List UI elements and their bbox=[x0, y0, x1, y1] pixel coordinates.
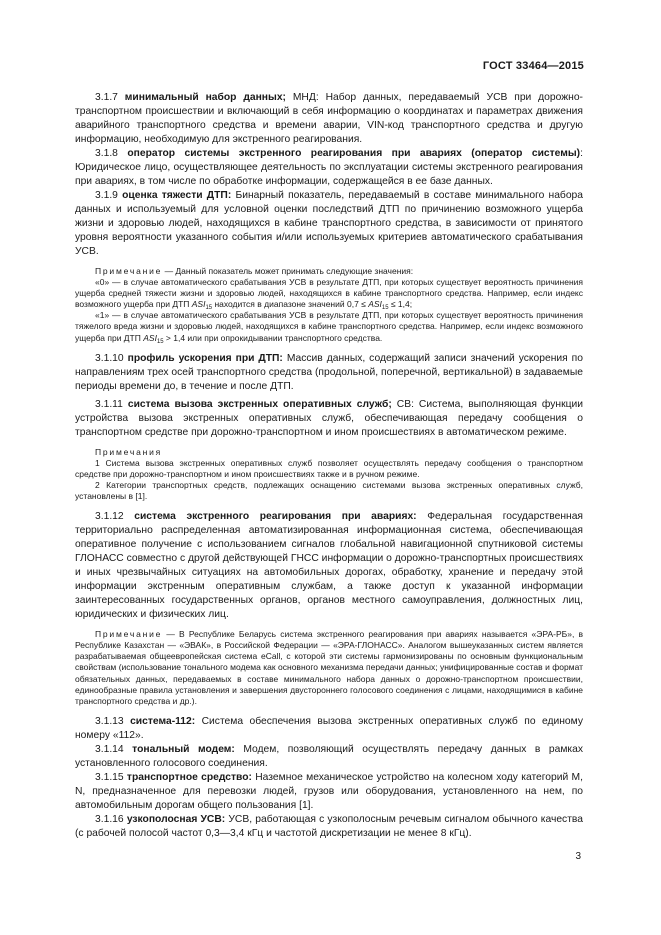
note-3-1-12 bbox=[75, 629, 583, 707]
document-header: ГОСТ 33464—2015 bbox=[482, 60, 584, 72]
term-number: 3.1.14 bbox=[95, 743, 124, 755]
asi-symbol: ASI bbox=[143, 332, 157, 343]
term-definition: Бинарный показатель, передаваемый в составе минимального набора данных и используемый для условной оценки последствий ДТП по причинению возможного ущерба жизни и здоровью людей, находящихся в кабине транспортного средства, в зависимости от принятого уровня вероятности указанного события и/или используемых критериев автоматического срабатывания УСВ. bbox=[75, 190, 584, 257]
term-number: 3.1.16 bbox=[95, 813, 124, 825]
term-title: система экстренного реагирования при авариях: bbox=[134, 511, 417, 523]
term-title: минимальный набор данных; bbox=[124, 92, 286, 103]
notes-3-1-11-label bbox=[75, 447, 583, 458]
note-label: Примечания bbox=[95, 446, 163, 457]
term-number: 3.1.9 bbox=[95, 190, 118, 201]
term-definition: Федеральная государственная территориально распределенная автоматизированная информационная система, обеспечивающая оперативное получение с использованием сигналов глобальной навигационной спутниковой системы ГЛОНАСС совместно с другой действующей ГНСС информации о дорожно-транспортных происшествиях и иных чрезвычайных ситуациях на автомобильных дорогах, обработку, хранение и передачу этой информации экстренным оперативным службам, а также доступ к указанной информации заинтересованных государственных органов, органов местного самоуправления, должностных лиц, юридических и физических лиц. bbox=[75, 511, 583, 621]
note-text: — В Республике Беларусь система экстренного реагирования при авариях называется «ЭРА-РБ», в Республике Казахстан — «ЭВАК», в Российской Федерации — «ЭРА-ГЛОНАСС». Аналогом вышеуказанных систем является разрабатываемая общеевропейская система eCall, с которой эти системы гармонизированы по основным функциональным свойствам (использование тонального модема как основного механизма передачи данных; унифицированные состав и формат обязательных данных, передаваемых в составе минимального набора данных о дорожно-транспортном происшествии, единообразные правила установления и завершения двустороннего голосового соединения с лицами, находящимися в кабине транспортного средства и др.). bbox=[75, 629, 583, 706]
note-3-1-9-intro bbox=[75, 266, 583, 277]
term-3-1-12 bbox=[75, 510, 583, 622]
note-text: — Данный показатель может принимать следующие значения: bbox=[162, 266, 414, 276]
term-definition: Модем, позволяющий осуществлять передачу данных в рамках установленного голосового соединения. bbox=[75, 743, 584, 769]
note-3-1-11-2: 2 Категории транспортных средств, подлежащих оснащению системами вызова экстренных оперативных служб, установлены в [1]. bbox=[75, 479, 583, 502]
term-definition: Система обеспечения вызова экстренных оперативных служб по единому номеру «112». bbox=[75, 715, 583, 741]
asi-symbol: ASI bbox=[368, 299, 382, 310]
note-label: Примечание bbox=[95, 266, 163, 276]
term-3-1-16 bbox=[75, 813, 583, 841]
asi-symbol: ASI bbox=[191, 299, 206, 310]
term-number: 3.1.12 bbox=[95, 511, 124, 523]
document-body bbox=[75, 91, 583, 841]
term-3-1-10 bbox=[75, 352, 583, 394]
term-definition: СВ: Система, выполняющая функции устройства вызова экстренных оперативных служб, обеспечивающая передачу сообщения о транспортном средстве при дорожно-транспортном и ином происшествиях в автоматическом режиме. bbox=[75, 398, 583, 438]
term-number: 3.1.13 bbox=[95, 715, 124, 727]
term-title: узкополосная УСВ: bbox=[126, 813, 226, 825]
term-definition: : Юридическое лицо, осуществляющее деятельность по эксплуатации системы экстренного реагирования при авариях, в том числе по обработке информации, содержащейся в ее базе данных. bbox=[75, 148, 583, 187]
note-3-1-9-one: «1» — в случае автоматического срабатывания УСВ в результате ДТП, при которых существует вероятность причинения тяжелого вреда жизни и здоровью людей, находящихся в кабине транспортного средства. Например, если индекс возможного ущерба при ДТП $ASI_{15} > 1,4$ или при опрокидывании транспортного средства. bbox=[75, 310, 583, 345]
term-title: система-112: bbox=[130, 715, 196, 727]
note-label: Примечание bbox=[95, 629, 163, 640]
term-number: 3.1.8 bbox=[95, 148, 118, 159]
term-title: транспортное средство: bbox=[126, 771, 252, 783]
term-number: 3.1.7 bbox=[95, 92, 118, 103]
term-3-1-13 bbox=[75, 715, 583, 743]
term-title: оператор системы экстренного реагирования при авариях (оператор системы) bbox=[127, 148, 581, 159]
term-number: 3.1.10 bbox=[95, 352, 124, 364]
term-3-1-11 bbox=[75, 398, 583, 440]
term-3-1-9 bbox=[75, 189, 583, 259]
term-definition: МНД: Набор данных, передаваемый УСВ при дорожно-транспортном происшествии и включающий в себя информацию о координатах и параметрах движения аварийного транспортного средства и времени аварии, VIN-код транспортного средства и другую информацию, необходимую для экстренного реагирования. bbox=[75, 92, 583, 145]
term-definition: Наземное механическое устройство на колесном ходу категорий М, N, предназначенное для перевозки людей, грузов или оборудования, установленного на нем, по автомобильным дорогам общего пользования [1]. bbox=[75, 771, 583, 811]
page-number: 3 bbox=[575, 851, 581, 862]
term-title: оценка тяжести ДТП: bbox=[122, 190, 232, 201]
note-3-1-9-zero: «0» — в случае автоматического срабатывания УСВ в результате ДТП, при которых существует вероятность причинения ущерба средней тяжести жизни и здоровью людей, находящихся в кабине транспортного средства. Например, если индекс возможного ущерба при ДТП $ASI_{15}$ находится в диапазоне значений $0,7 \le ASI_{15} \le 1,4$; bbox=[75, 277, 583, 312]
term-3-1-8 bbox=[75, 147, 583, 189]
term-definition: УСВ, работающая с узкополосным речевым сигналом обычного качества (с рабочей полосой частот 0,3—3,4 кГц и частотой дискретизации не менее 8 кГц). bbox=[75, 813, 583, 839]
note-3-1-11-1: 1 Система вызова экстренных оперативных служб позволяет осуществлять передачу сообщения о транспортном средстве при дорожно-транспортном и ином происшествиях также и в ручном режиме. bbox=[75, 457, 583, 479]
term-3-1-14 bbox=[75, 743, 583, 771]
term-3-1-7 bbox=[75, 91, 583, 147]
term-definition: Массив данных, содержащий записи значений ускорения по направлениям трех осей транспортного средства (продольной, поперечной, вертикальной) в задаваемые периоды времени до, в течение и после ДТП. bbox=[75, 352, 583, 392]
term-title: система вызова экстренных оперативных служб; bbox=[127, 398, 392, 410]
term-number: 3.1.15 bbox=[95, 771, 124, 783]
term-title: тональный модем: bbox=[132, 743, 235, 755]
term-title: профиль ускорения при ДТП: bbox=[127, 352, 283, 364]
term-number: 3.1.11 bbox=[95, 398, 123, 410]
term-3-1-15 bbox=[75, 771, 583, 813]
